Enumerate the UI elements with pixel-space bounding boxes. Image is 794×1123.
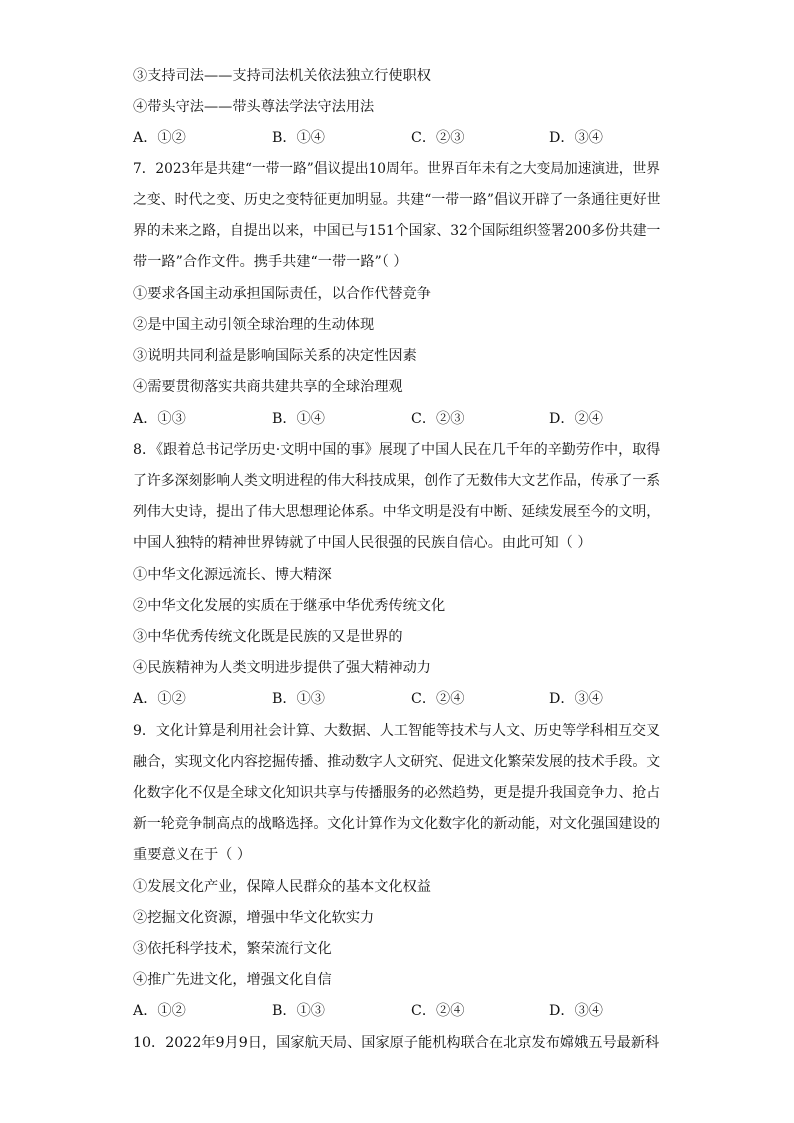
q8-item-4: ④民族精神为人类文明进步提供了强大精神动力 xyxy=(133,660,431,676)
q8-item-2: ②中华文化发展的实质在于继承中华优秀传统文化 xyxy=(133,598,446,614)
q8-stem-line-2: 了许多深刻影响人类文明进程的伟大科技成果，创作了无数伟大文艺作品，传承了一系 xyxy=(133,473,661,489)
q7-option-a[interactable]: A．①③ xyxy=(133,411,186,427)
q7-option-b[interactable]: B．①④ xyxy=(272,411,325,427)
q7-option-d[interactable]: D．②④ xyxy=(549,411,603,427)
q7-stem-line-3: 界的未来之路，自提出以来，中国已与151个国家、32个国际组织签署200多份共建一 xyxy=(133,223,661,239)
q7-item-1: ①要求各国主动承担国际责任，以合作代替竞争 xyxy=(133,286,431,302)
q8-stem-line-1: 8．《跟着总书记学历史·文明中国的事》展现了中国人民在几千年的辛勤劳作中，取得 xyxy=(133,442,661,458)
q8-options xyxy=(133,688,653,710)
q8-option-a[interactable]: A．①② xyxy=(133,691,186,707)
q7-stem-line-2: 之变、时代之变、历史之变特征更加明显。共建“一带一路”倡议开辟了一条通往更好世 xyxy=(133,192,661,208)
q8-option-b[interactable]: B．①③ xyxy=(272,691,325,707)
q9-item-1: ①发展文化产业，保障人民群众的基本文化权益 xyxy=(133,879,431,895)
q10-stem-line-1: 10．2022年9月9日，国家航天局、国家原子能机构联合在北京发布嫦娥五号最新科 xyxy=(133,1035,660,1051)
q8-item-3: ③中华优秀传统文化既是民族的又是世界的 xyxy=(133,629,403,645)
q8-item-1: ①中华文化源远流长、博大精深 xyxy=(133,567,332,583)
q7-options xyxy=(133,408,653,430)
q8-option-d[interactable]: D．③④ xyxy=(549,691,603,707)
q9-stem-line-1: 9．文化计算是利用社会计算、大数据、人工智能等技术与人文、历史等学科相互交叉 xyxy=(133,723,660,739)
q6-options xyxy=(133,127,653,149)
q9-stem-line-2: 融合，实现文化内容挖掘传播、推动数字人文研究、促进文化繁荣发展的技术手段。文 xyxy=(133,754,661,770)
q6-item-3: ③支持司法——支持司法机关依法独立行使职权 xyxy=(133,68,431,84)
q7-option-c[interactable]: C．②③ xyxy=(411,411,465,427)
q9-option-d[interactable]: D．③④ xyxy=(549,1003,603,1019)
q9-item-4: ④推广先进文化，增强文化自信 xyxy=(133,972,332,988)
q7-item-4: ④需要贯彻落实共商共建共享的全球治理观 xyxy=(133,379,403,395)
q6-option-c[interactable]: C．②③ xyxy=(411,130,465,146)
q9-option-c[interactable]: C．②④ xyxy=(411,1003,465,1019)
q7-item-2: ②是中国主动引领全球治理的生动体现 xyxy=(133,317,375,333)
q9-item-2: ②挖掘文化资源，增强中华文化软实力 xyxy=(133,910,375,926)
q7-stem-line-1: 7．2023年是共建“一带一路”倡议提出10周年。世界百年未有之大变局加速演进，世界 xyxy=(133,161,660,177)
q9-option-b[interactable]: B．①③ xyxy=(272,1003,325,1019)
q8-stem-line-4: 中国人独特的精神世界铸就了中国人民很强的民族自信心。由此可知（ ） xyxy=(133,535,592,551)
q7-item-3: ③说明共同利益是影响国际关系的决定性因素 xyxy=(133,348,417,364)
q9-options xyxy=(133,1000,653,1022)
q9-stem-line-3: 化数字化不仅是全球文化知识共享与传播服务的必然趋势，更是提升我国竞争力、抢占 xyxy=(133,785,661,801)
q8-stem-line-3: 列伟大史诗，提出了伟大思想理论体系。中华文明是没有中断、延续发展至今的文明， xyxy=(133,504,661,520)
q9-option-a[interactable]: A．①② xyxy=(133,1003,186,1019)
q9-stem-line-5: 重要意义在于（ ） xyxy=(133,847,252,863)
q6-option-d[interactable]: D．③④ xyxy=(549,130,603,146)
q8-option-c[interactable]: C．②④ xyxy=(411,691,465,707)
q6-option-a[interactable]: A．①② xyxy=(133,130,186,146)
q6-option-b[interactable]: B．①④ xyxy=(272,130,325,146)
q7-stem-line-4: 带一路”合作文件。携手共建“一带一路”（ ） xyxy=(133,254,408,270)
q9-item-3: ③依托科学技术，繁荣流行文化 xyxy=(133,941,332,957)
q6-item-4: ④带头守法——带头尊法学法守法用法 xyxy=(133,99,375,115)
q9-stem-line-4: 新一轮竞争制高点的战略选择。文化计算作为文化数字化的新动能，对文化强国建设的 xyxy=(133,816,661,832)
